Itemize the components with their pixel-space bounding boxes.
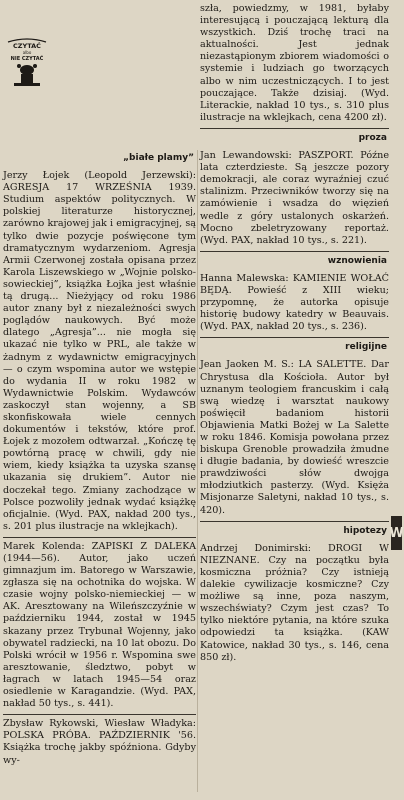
svg-text:NIE CZYTAĆ: NIE CZYTAĆ <box>10 56 44 62</box>
divider <box>200 337 389 338</box>
review-rykowski: Zbysław Rykowski, Wiesław Władyka: POLSKA PRÓBA. PAŹDZIERNIK '56. Książka trochę jakby spóźniona. Gdyby wy- <box>3 718 196 766</box>
review-malewska: Hanna Malewska: KAMIENIE WOŁAĆ BĘDĄ. Powieść z XIII wieku; przypomnę, że autorka opisuje historię budowy katedry w Beauvais. (Wyd. PAX, nakład 20 tys., s. 236). <box>200 272 389 333</box>
right-column <box>200 0 389 800</box>
review-rykowski-continued: szła, powiedzmy, w 1981, byłaby interesującą i pouczającą lekturą dla wszystkich. Dziś trochę traci na aktualności. Jest jednak niezastąpionym zbiorem wiadomości o systemie i ludziach go tworzących albo w nim uczestniczących. I to jest pouczające. Także dzisiaj. (Wyd. Literackie, nakład 10 tys., s. 310 plus ilustracje na wklejkach, cena 4200 zł). <box>200 3 389 123</box>
review-donimirski: Andrzej Donimirski: DROGI W NIEZNANE. Czy na początku była kosmiczna próżnia? Czy istnieją dalekie cywilizacje kosmiczne? Czy możliwe są inne, poza naszym, wszechświaty? Czym jest czas? To tylko niektóre pytania, na które szuka odpowiedzi ta książka. (KAW Katowice, nakład 30 tys., s. 146, cena 850 zł). <box>200 542 389 663</box>
review-jaoken: Jean Jaoken M. S.: LA SALETTE. Dar Chrystusa dla Kościoła. Autor był uznanym teologiem francuskim i całą swą wiedzę i warsztat naukowy poświęcił badaniom historii Objawienia Matki Bożej w La Salette w roku 1846. Komisja powołana przez biskupa Grenoble prowadziła żmudne i długie badania, by dowieść wreszcie prawdziwości słów dwojga młodziutkich pasterzy. (Wyd. Księża Misjonarze Saletyni, nakład 10 tys., s. 420). <box>200 359 389 516</box>
rubric-proza: proza <box>358 132 387 143</box>
rubric-wznowienia: wznowienia <box>327 255 387 266</box>
divider <box>200 251 389 252</box>
left-column <box>3 0 196 800</box>
divider <box>200 521 389 522</box>
column-divider <box>197 150 198 792</box>
review-kolenda: Marek Kolenda: ZAPISKI Z DALEKA (1944—56). Autor, jako uczeń gimnazjum im. Batorego w Warszawie, zgłasza się na ochotnika do wojska. W czasie wojny polsko-niemieckiej — w AK. Aresztowany na Wileńszczyźnie w październiku 1944, został w 1945 skazany przez Trybunał Wojenny, jako obywatel radziecki, na 10 lat obozu. Do Polski wrócił w 1956 r. Wspomina swe aresztowanie, śledztwo, pobyt w łagrach w latach 1945—54 oraz osiedlenie w Karagandzie. (Wyd. PAX, nakład 50 tys., s. 441). <box>3 540 196 710</box>
edge-letter-tab: W <box>391 516 402 550</box>
divider <box>3 714 196 715</box>
rubric-religijne: religijne <box>345 342 387 353</box>
divider <box>200 128 389 129</box>
svg-text:albo: albo <box>22 50 32 55</box>
svg-text:CZYTAĆ: CZYTAĆ <box>13 42 41 50</box>
divider <box>3 537 196 538</box>
rubric-biale-plamy: „białe plamy” <box>123 153 194 163</box>
review-lewandowski: Jan Lewandowski: PASZPORT. Późne lata czterdzieste. Są jeszcze pozory demokracji, ale coraz wyraźniej czuć stalinizm. Przeciwników tworzy się na zamówienie i wsadza do więzień wedle z góry ustalonych oskarżeń. Mocno zbeletryzowany reportaż. (Wyd. PAX, nakład 10 tys., s. 221). <box>200 150 389 246</box>
review-lojek: Jerzy Łojek (Leopold Jerzewski): AGRESJA 17 WRZEŚNIA 1939. Studium aspektów politycznych. W polskiej literaturze historycznej, zarówno krajowej jak i emigracyjnej, są tylko dwie pozycje poświęcone tym dramatycznym wydarzeniom. Agresja Armii Czerwonej została opisana przez Karola Liszewskiego w „Wojnie polsko-sowieckiej”, książka Łojka jest właśnie tą drugą... Nieżyjący od roku 1986 autor znany był z niezależności swych poglądów naukowych. Być może dlatego „Agresja”... nie mogła się ukazać nie tylko w PRL, ale także w żadnym z wydawnictw emigracyjnych — o czym wspomina autor we wstępie do wydania II w roku 1982 w Wydawnictwie Polskim. Wydawców zaskoczył stan wojenny, a SB skonfiskowała wiele cennych dokumentów i tekstów, które prof. Łojek z mozołem odtwarzał. „Kończę tę powtórną pracę w chwili, gdy nie wiem, kiedy książka ta uzyska szansę ukazania się drukiem”. Autor nie doczekał tego. Zmiany zachodzące w Polsce pozwoliły jednak wydać książkę oficjalnie. (Wyd. PAX, nakład 200 tys., s. 201 plus ilustracje na wklejkach). <box>3 170 196 532</box>
rubric-hipotezy: hipotezy <box>343 525 387 536</box>
